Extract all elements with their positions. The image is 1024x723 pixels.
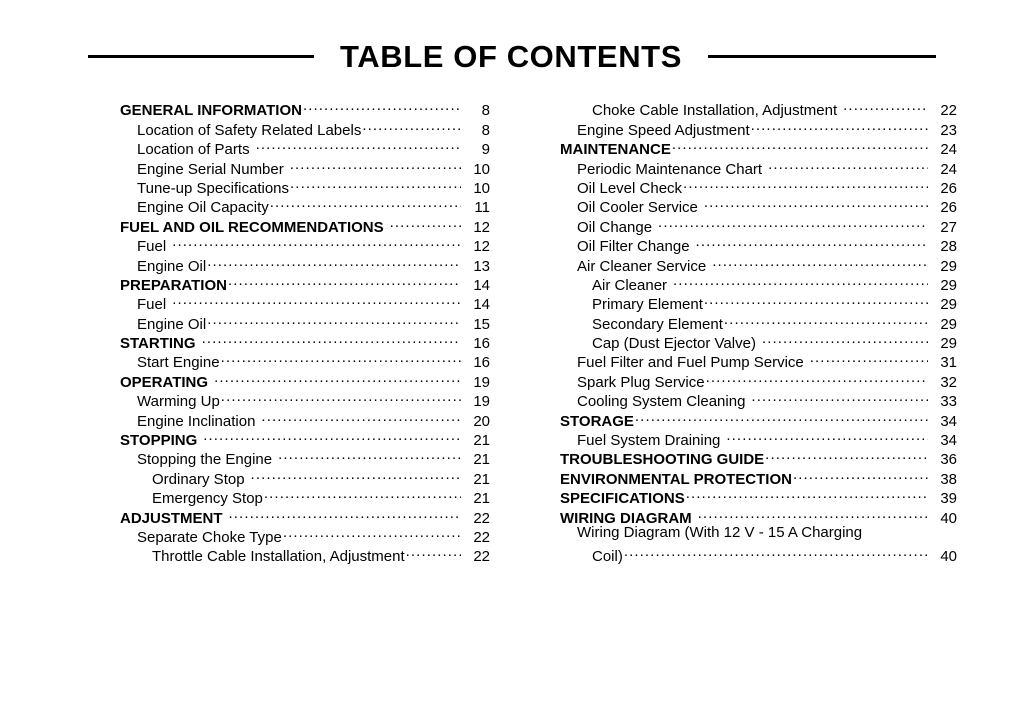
page-title: TABLE OF CONTENTS — [340, 38, 682, 74]
dot-leader — [264, 484, 461, 503]
toc-entry-label: Periodic Maintenance Chart — [577, 160, 763, 178]
toc-entry-label: Choke Cable Installation, Adjustment — [592, 102, 838, 120]
dot-leader — [278, 445, 461, 464]
toc-entry-label: Location of Parts — [137, 141, 250, 159]
dot-leader — [696, 232, 928, 251]
dot-leader — [261, 406, 461, 425]
dot-leader — [390, 212, 461, 231]
dot-leader — [658, 212, 928, 231]
toc-entry[interactable] — [120, 309, 490, 333]
toc-entry-page-number: 34 — [940, 432, 957, 450]
dot-leader — [251, 464, 461, 483]
dot-leader — [765, 445, 928, 464]
dot-leader — [762, 329, 928, 348]
dot-leader — [726, 426, 928, 445]
toc-entry-page-number: 9 — [481, 141, 490, 159]
toc-entry-page-number: 21 — [473, 432, 490, 450]
toc-entry-page-number: 28 — [940, 238, 957, 256]
toc-entry-page-number: 14 — [473, 296, 490, 314]
toc-column-right — [560, 96, 957, 566]
toc-entry-label: Secondary Element — [592, 315, 723, 333]
toc-entry-wrapped[interactable] — [560, 523, 957, 566]
toc-entry-label: Fuel — [137, 296, 167, 314]
toc-entry-page-number: 22 — [940, 102, 957, 120]
dot-leader — [793, 464, 928, 483]
toc-entry-label: Engine Inclination — [137, 412, 256, 430]
toc-entry-label: Fuel — [137, 238, 167, 256]
toc-entry-page-number: 8 — [481, 102, 490, 120]
toc-entry-label: MAINTENANCE — [560, 141, 671, 159]
dot-leader — [303, 96, 461, 115]
toc-entry-label: Fuel Filter and Fuel Pump Service — [577, 354, 804, 372]
toc-entry-page-number: 40 — [940, 509, 957, 527]
toc-entry-page-number: 12 — [473, 238, 490, 256]
toc-entry-page-number: 32 — [940, 373, 957, 391]
toc-entry-label: PREPARATION — [120, 276, 227, 294]
dot-leader — [751, 115, 928, 134]
toc-entry-label: GENERAL INFORMATION — [120, 102, 302, 120]
toc-entry-page-number: 21 — [473, 470, 490, 488]
toc-entry-label: Tune-up Specifications — [137, 179, 290, 197]
toc-entry-label: STORAGE — [560, 412, 634, 430]
toc-entry-page-number: 8 — [481, 121, 490, 139]
dot-leader — [704, 193, 928, 212]
dot-leader — [843, 96, 928, 115]
dot-leader — [624, 542, 928, 561]
toc-entry-label: FUEL AND OIL RECOMMENDATIONS — [120, 218, 384, 236]
toc-entry-page-number: 29 — [940, 315, 957, 333]
dot-leader — [768, 154, 928, 173]
dot-leader — [810, 348, 928, 367]
toc-entry-label: WIRING DIAGRAM — [560, 509, 692, 527]
dot-leader — [229, 503, 461, 522]
toc-entry-label: Fuel System Draining — [577, 432, 721, 450]
toc-entry-label-line1: Wiring Diagram (With 12 V - 15 A Charging — [577, 523, 863, 541]
toc-entry-label-line2: Coil) — [592, 548, 623, 566]
toc-entry-page-number: 20 — [473, 412, 490, 430]
dot-leader — [706, 367, 928, 386]
dot-leader — [221, 387, 461, 406]
header-rule-right — [708, 55, 936, 58]
toc-entry-page-number: 19 — [473, 373, 490, 391]
toc-entry-page-number: 26 — [940, 199, 957, 217]
toc-entry-page-number: 24 — [940, 160, 957, 178]
toc-entry-label: Engine Serial Number — [137, 160, 284, 178]
toc-entry-page-number: 34 — [940, 412, 957, 430]
toc-entry-label: Primary Element — [592, 296, 703, 314]
toc-entry-page-number: 12 — [473, 218, 490, 236]
dot-leader — [207, 251, 461, 270]
dot-leader — [283, 523, 461, 542]
dot-leader — [406, 542, 461, 561]
toc-entry-label: Cooling System Cleaning — [577, 393, 746, 411]
dot-leader — [683, 174, 928, 193]
toc-entry-label: TROUBLESHOOTING GUIDE — [560, 451, 765, 469]
toc-entry-label: Warming Up — [137, 393, 220, 411]
toc-entry-page-number: 29 — [940, 296, 957, 314]
toc-entry[interactable] — [120, 251, 490, 275]
toc-entry-page-number: 38 — [940, 470, 957, 488]
toc-entry-label: Engine Speed Adjustment — [577, 121, 750, 139]
dot-leader — [172, 290, 461, 309]
dot-leader — [672, 135, 928, 154]
toc-entry-page-number: 29 — [940, 257, 957, 275]
toc-entry-label: Ordinary Stop — [152, 470, 245, 488]
toc-entry-page-number: 16 — [473, 335, 490, 353]
dot-leader — [751, 387, 928, 406]
toc-entry-label: Emergency Stop — [152, 490, 263, 508]
toc-entry[interactable] — [120, 232, 490, 256]
document-header — [0, 36, 1024, 76]
toc-entry-page-number: 36 — [940, 451, 957, 469]
dot-leader — [290, 174, 461, 193]
toc-entry-line2 — [577, 542, 957, 566]
dot-leader — [290, 154, 461, 173]
toc-entry[interactable] — [560, 96, 957, 120]
toc-entry-page-number: 29 — [940, 335, 957, 353]
toc-entry-page-number: 21 — [473, 490, 490, 508]
toc-entry-label: Oil Cooler Service — [577, 199, 698, 217]
toc-entry-page-number: 26 — [940, 179, 957, 197]
toc-entry-label: ENVIRONMENTAL PROTECTION — [560, 470, 792, 488]
toc-entry-label: Start Engine — [137, 354, 220, 372]
toc-entry-label: Separate Choke Type — [137, 528, 282, 546]
toc-entry-label: STOPPING — [120, 432, 198, 450]
dot-leader — [724, 309, 928, 328]
toc-entry-page-number: 23 — [940, 121, 957, 139]
toc-entry-label: Oil Change — [577, 218, 653, 236]
dot-leader — [228, 271, 461, 290]
toc-entry-page-number: 22 — [473, 548, 490, 566]
toc-entry-page-number: 19 — [473, 393, 490, 411]
toc-entry-label: Throttle Cable Installation, Adjustment — [152, 548, 405, 566]
dot-leader — [712, 251, 928, 270]
dot-leader — [214, 367, 461, 386]
toc-entry-page-number: 22 — [473, 509, 490, 527]
toc-entry-page-number: 10 — [473, 179, 490, 197]
dot-leader — [256, 135, 461, 154]
toc-entry-label: Oil Level Check — [577, 179, 683, 197]
toc-entry[interactable] — [120, 290, 490, 314]
toc-column-left — [120, 96, 490, 566]
toc-entry-label: Location of Safety Related Labels — [137, 121, 362, 139]
toc-entry-page-number: 29 — [940, 276, 957, 294]
toc-entry-label: Stopping the Engine — [137, 451, 273, 469]
dot-leader — [635, 406, 928, 425]
dot-leader — [202, 329, 461, 348]
dot-leader — [698, 503, 928, 522]
toc-entry-page-number: 10 — [473, 160, 490, 178]
dot-leader — [686, 484, 928, 503]
dot-leader — [172, 232, 461, 251]
toc-entry-label: Engine Oil — [137, 315, 207, 333]
dot-leader — [270, 193, 461, 212]
dot-leader — [673, 271, 928, 290]
toc-entry-page-number: 15 — [473, 315, 490, 333]
header-rule-left — [88, 55, 314, 58]
toc-entry-page-number: 13 — [473, 257, 490, 275]
toc-entry-label: Cap (Dust Ejector Valve) — [592, 335, 756, 353]
dot-leader — [221, 348, 461, 367]
toc-entry-page-number: 33 — [940, 393, 957, 411]
toc-entry-page-number: 22 — [473, 528, 490, 546]
toc-entry-label: OPERATING — [120, 373, 209, 391]
toc-entry-label: ADJUSTMENT — [120, 509, 223, 527]
dot-leader — [362, 115, 461, 134]
toc-entry-page-number: 14 — [473, 276, 490, 294]
toc-entry-page-number: 11 — [474, 199, 490, 217]
toc-entry[interactable] — [120, 96, 490, 120]
toc-entry-label: SPECIFICATIONS — [560, 490, 685, 508]
toc-entry-page-number: 40 — [940, 548, 957, 566]
toc-entry-label: Air Cleaner Service — [577, 257, 707, 275]
toc-entry-label: Oil Filter Change — [577, 238, 690, 256]
toc-entry-page-number: 39 — [940, 490, 957, 508]
dot-leader — [203, 426, 461, 445]
toc-entry-page-number: 16 — [473, 354, 490, 372]
toc-entry-label: Spark Plug Service — [577, 373, 705, 391]
toc-entry-label: Engine Oil — [137, 257, 207, 275]
toc-entry-page-number: 21 — [473, 451, 490, 469]
toc-entry-page-number: 24 — [940, 141, 957, 159]
toc-entry-label: STARTING — [120, 335, 196, 353]
dot-leader — [704, 290, 928, 309]
toc-entry-page-number: 31 — [940, 354, 957, 372]
dot-leader — [207, 309, 461, 328]
toc-entry-label: Air Cleaner — [592, 276, 668, 294]
toc-entry-label: Engine Oil Capacity — [137, 199, 269, 217]
toc-entry-page-number: 27 — [940, 218, 957, 236]
